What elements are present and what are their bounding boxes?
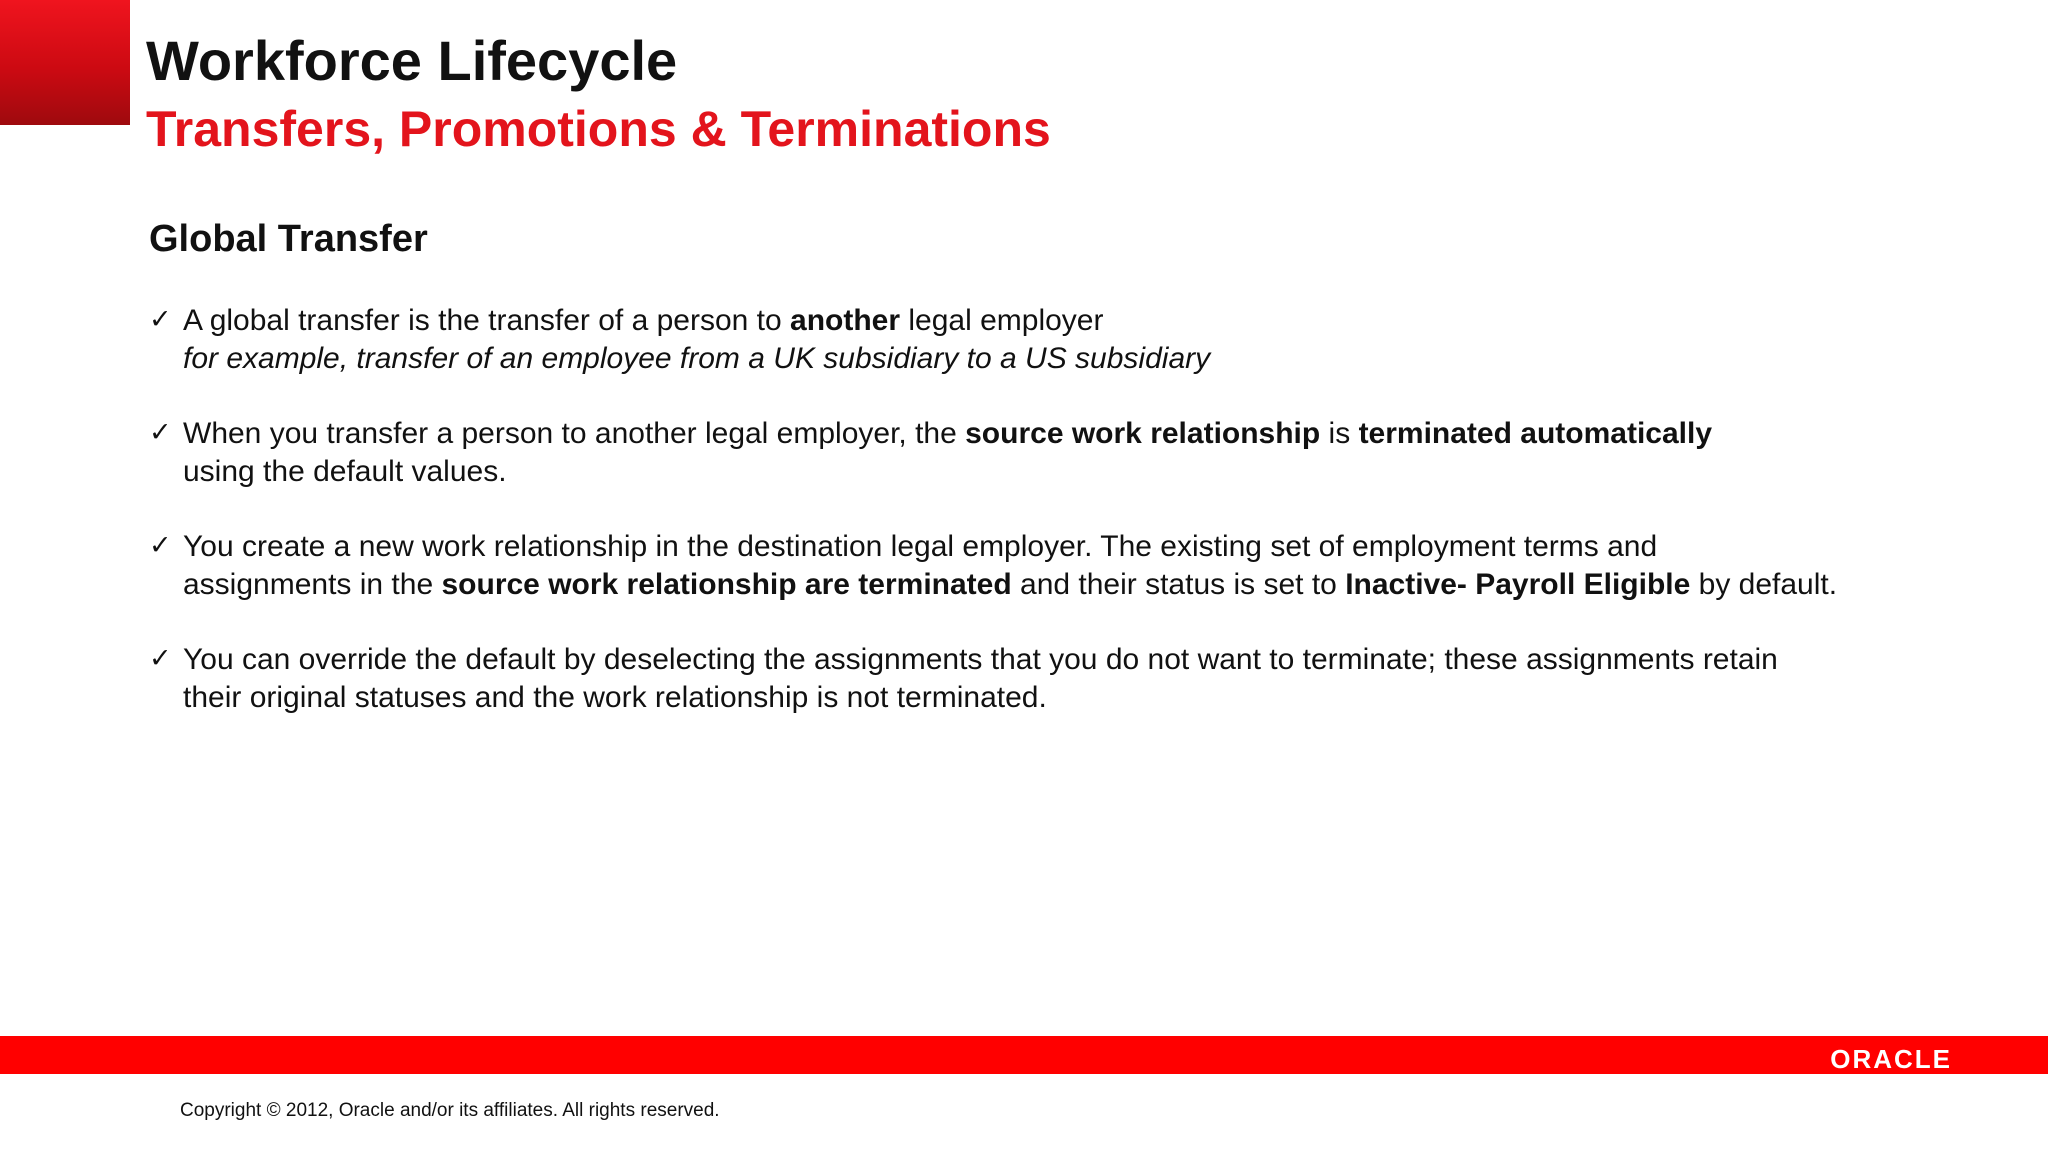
text-run-bold: source work relationship xyxy=(965,417,1321,450)
bullet-line xyxy=(183,415,1999,453)
bullet-line xyxy=(183,302,1999,340)
text-run-bold: source work relationship are terminated xyxy=(441,567,1012,601)
text-run-italic: for example, transfer of an employee from a UK subsidiary to a US subsidiary xyxy=(183,341,1211,375)
text-run: When you transfer a person to another legal employer, the xyxy=(183,417,966,450)
bullet-line xyxy=(183,528,1999,566)
bullet-line xyxy=(183,679,1999,717)
bullet-list xyxy=(149,302,1999,754)
text-run: legal employer xyxy=(900,304,1104,337)
text-run-bold: Inactive- Payroll Eligible xyxy=(1345,567,1691,601)
text-run: by default. xyxy=(1690,567,1838,601)
corner-accent-block xyxy=(0,0,130,125)
slide-subtitle xyxy=(146,100,1051,158)
bullet-line xyxy=(183,566,1999,604)
check-icon: ✓ xyxy=(149,417,172,448)
footer-band xyxy=(0,1036,2048,1074)
slide-title: Workforce Lifecycle xyxy=(146,29,678,92)
check-icon: ✓ xyxy=(149,304,172,335)
subtitle-strong: Transfers xyxy=(146,101,372,157)
bullet-line-example xyxy=(183,340,1999,378)
bullet-line xyxy=(183,453,1999,491)
check-icon: ✓ xyxy=(149,643,172,674)
subtitle-rest: , Promotions & Terminations xyxy=(371,101,1051,157)
text-run: assignments in the xyxy=(183,567,442,601)
text-run-bold: terminated automatically xyxy=(1358,417,1712,450)
text-run: A global transfer is the transfer of a person to xyxy=(183,304,791,337)
section-heading: Global Transfer xyxy=(149,218,428,260)
copyright-notice: Copyright © 2012, Oracle and/or its affiliates. All rights reserved. xyxy=(180,1100,720,1121)
text-run: You create a new work relationship in the destination legal employer. The existing set of employment terms and xyxy=(183,530,1658,563)
bullet-line xyxy=(183,641,1999,679)
text-run: and their status is set to xyxy=(1011,567,1346,601)
bullet-item xyxy=(149,415,1999,490)
text-run: is xyxy=(1320,417,1359,450)
oracle-logo: ORACLE xyxy=(1830,1044,1952,1074)
text-run: their original statuses and the work relationship is not terminated. xyxy=(183,680,1047,714)
text-run: You can override the default by deselecting the assignments that you do not want to terminate; these assignments retain xyxy=(183,643,1778,676)
bullet-item xyxy=(149,302,1999,377)
bullet-item xyxy=(149,528,1999,603)
check-icon: ✓ xyxy=(149,530,172,561)
text-run: using the default values. xyxy=(183,454,507,488)
bullet-item xyxy=(149,641,1999,716)
text-run-bold: another xyxy=(790,304,901,337)
